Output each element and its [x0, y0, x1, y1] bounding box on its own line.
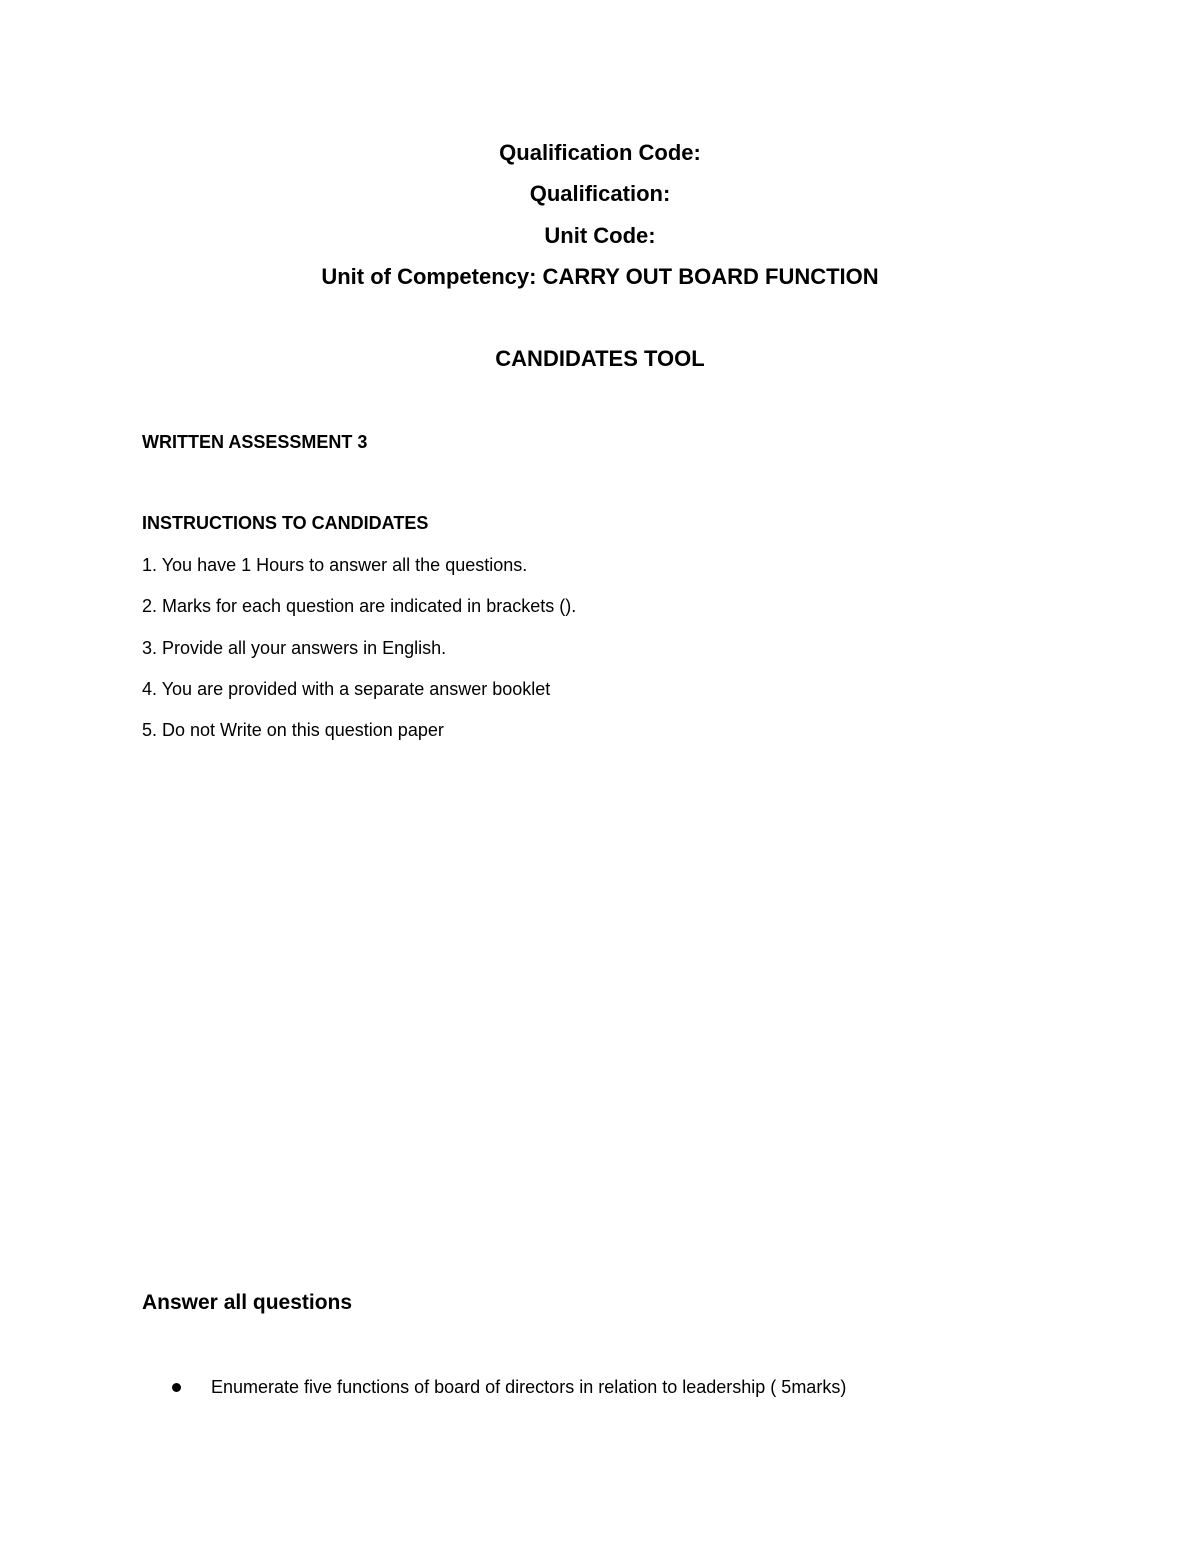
- unit-of-competency-label: Unit of Competency: CARRY OUT BOARD FUNCTION: [321, 264, 879, 289]
- tool-title: CANDIDATES TOOL: [495, 346, 705, 371]
- questions-heading: Answer all questions: [142, 1291, 353, 1314]
- instruction-item: 4. You are provided with a separate answer booklet: [142, 679, 551, 699]
- instruction-item: 5. Do not Write on this question paper: [142, 720, 444, 740]
- instruction-item: 2. Marks for each question are indicated in brackets ().: [142, 596, 577, 616]
- instruction-item: 3. Provide all your answers in English.: [142, 638, 447, 658]
- qualification-label: Qualification:: [529, 181, 671, 206]
- assessment-title: WRITTEN ASSESSMENT 3: [142, 432, 368, 452]
- unit-code-label: Unit Code:: [544, 223, 656, 248]
- instruction-item: 1. You have 1 Hours to answer all the questions.: [142, 555, 528, 575]
- qualification-code-label: Qualification Code:: [499, 140, 701, 165]
- bullet-icon: [172, 1383, 181, 1392]
- question-text: Enumerate five functions of board of directors in relation to leadership ( 5marks): [211, 1377, 847, 1397]
- instructions-heading: INSTRUCTIONS TO CANDIDATES: [142, 513, 429, 533]
